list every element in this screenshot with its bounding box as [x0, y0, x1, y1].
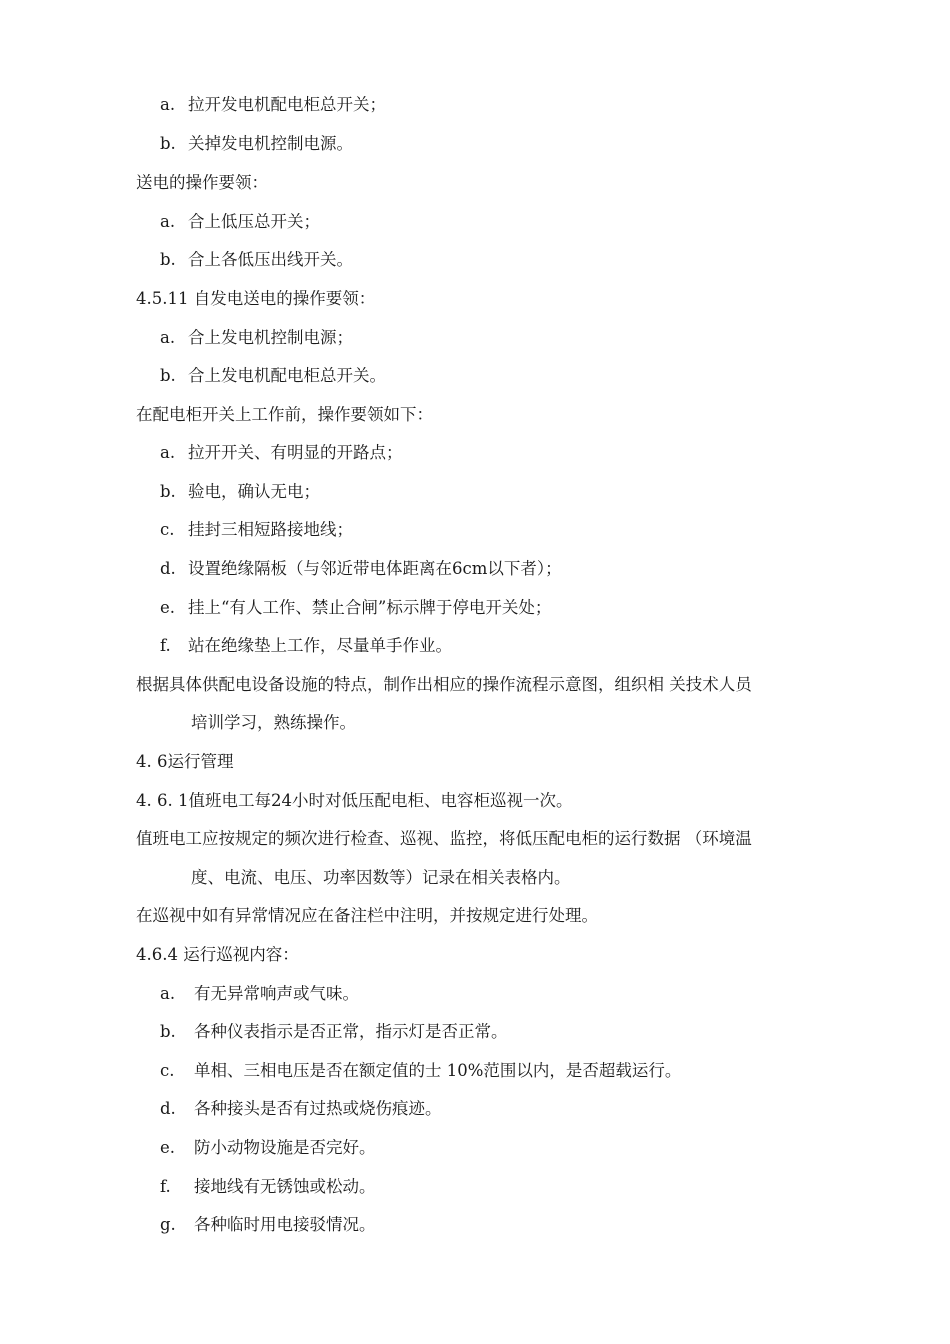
list-marker: f. — [160, 1177, 171, 1196]
list-marker: b. — [160, 366, 176, 385]
list-marker: e. — [160, 598, 176, 617]
list-item — [160, 1215, 376, 1235]
list-item — [160, 250, 353, 270]
list-marker: g. — [160, 1215, 176, 1234]
list-text: 挂封三相短路接地线； — [188, 520, 353, 539]
list-text: 有无异常响声或气味。 — [194, 984, 359, 1003]
list-item — [160, 984, 359, 1004]
list-text: 站在绝缘垫上工作，尽量单手作业。 — [188, 636, 452, 655]
list-marker: e. — [160, 1138, 176, 1157]
paragraph: 在配电柜开关上工作前，操作要领如下： — [136, 405, 433, 424]
list-item — [160, 598, 551, 618]
list-marker: d. — [160, 1099, 176, 1118]
list-item — [160, 1022, 508, 1042]
list-item — [160, 1177, 376, 1197]
list-marker: a. — [160, 328, 176, 347]
list-item — [160, 443, 403, 463]
list-text: 拉开开关、有明显的开路点； — [188, 443, 403, 462]
paragraph-continuation: 度、电流、电压、功率因数等）记录在相关表格内。 — [191, 868, 571, 887]
paragraph: 送电的操作要领： — [136, 173, 268, 192]
section-heading: 4.6.4 运行巡视内容： — [136, 945, 299, 964]
list-marker: c. — [160, 520, 175, 539]
list-item — [160, 212, 320, 232]
list-marker: b. — [160, 482, 176, 501]
list-text: 各种接头是否有过热或烧伤痕迹。 — [194, 1099, 442, 1118]
list-text: 合上发电机配电柜总开关。 — [188, 366, 386, 385]
list-marker: a. — [160, 984, 176, 1003]
list-item — [160, 636, 452, 656]
list-item — [160, 520, 353, 540]
list-marker: f. — [160, 636, 171, 655]
list-item — [160, 559, 562, 579]
list-marker: a. — [160, 95, 176, 114]
paragraph: 在巡视中如有异常情况应在备注栏中注明，并按规定进行处理。 — [136, 906, 598, 925]
list-item — [160, 1099, 442, 1119]
list-marker: b. — [160, 134, 176, 153]
list-text: 各种临时用电接驳情况。 — [194, 1215, 376, 1234]
list-item — [160, 366, 386, 386]
list-marker: b. — [160, 250, 176, 269]
list-item — [160, 95, 386, 115]
section-heading: 4. 6运行管理 — [136, 752, 234, 771]
list-marker: c. — [160, 1061, 175, 1080]
list-item — [160, 134, 353, 154]
list-text: 接地线有无锈蚀或松动。 — [194, 1177, 376, 1196]
list-text: 各种仪表指示是否正常，指示灯是否正常。 — [194, 1022, 508, 1041]
list-text: 单相、三相电压是否在额定值的士 10%范围以内，是否超载运行。 — [194, 1061, 682, 1080]
paragraph: 4. 6. 1值班电工每24小时对低压配电柜、电容柜巡视一次。 — [136, 791, 573, 810]
paragraph: 根据具体供配电设备设施的特点，制作出相应的操作流程示意图，组织相 关技术人员 — [136, 675, 752, 694]
paragraph-continuation: 培训学习，熟练操作。 — [191, 713, 356, 732]
paragraph: 值班电工应按规定的频次进行检查、巡视、监控，将低压配电柜的运行数据 （环境温 — [136, 829, 752, 848]
list-marker: d. — [160, 559, 176, 578]
list-text: 拉开发电机配电柜总开关； — [188, 95, 386, 114]
list-text: 合上发电机控制电源； — [188, 328, 353, 347]
list-marker: a. — [160, 212, 176, 231]
list-item — [160, 1138, 376, 1158]
list-text: 验电，确认无电； — [188, 482, 320, 501]
list-marker: b. — [160, 1022, 176, 1041]
list-text: 挂上“有人工作、禁止合闸”标示牌于停电开关处； — [188, 598, 552, 617]
list-text: 合上各低压出线开关。 — [188, 250, 353, 269]
section-heading: 4.5.11 自发电送电的操作要领： — [136, 289, 376, 308]
list-item — [160, 482, 320, 502]
list-item — [160, 1061, 681, 1081]
list-item — [160, 328, 353, 348]
list-text: 设置绝缘隔板（与邻近带电体距离在6cm以下者）； — [188, 559, 562, 578]
list-text: 合上低压总开关； — [188, 212, 320, 231]
list-marker: a. — [160, 443, 176, 462]
list-text: 关掉发电机控制电源。 — [188, 134, 353, 153]
list-text: 防小动物设施是否完好。 — [194, 1138, 376, 1157]
